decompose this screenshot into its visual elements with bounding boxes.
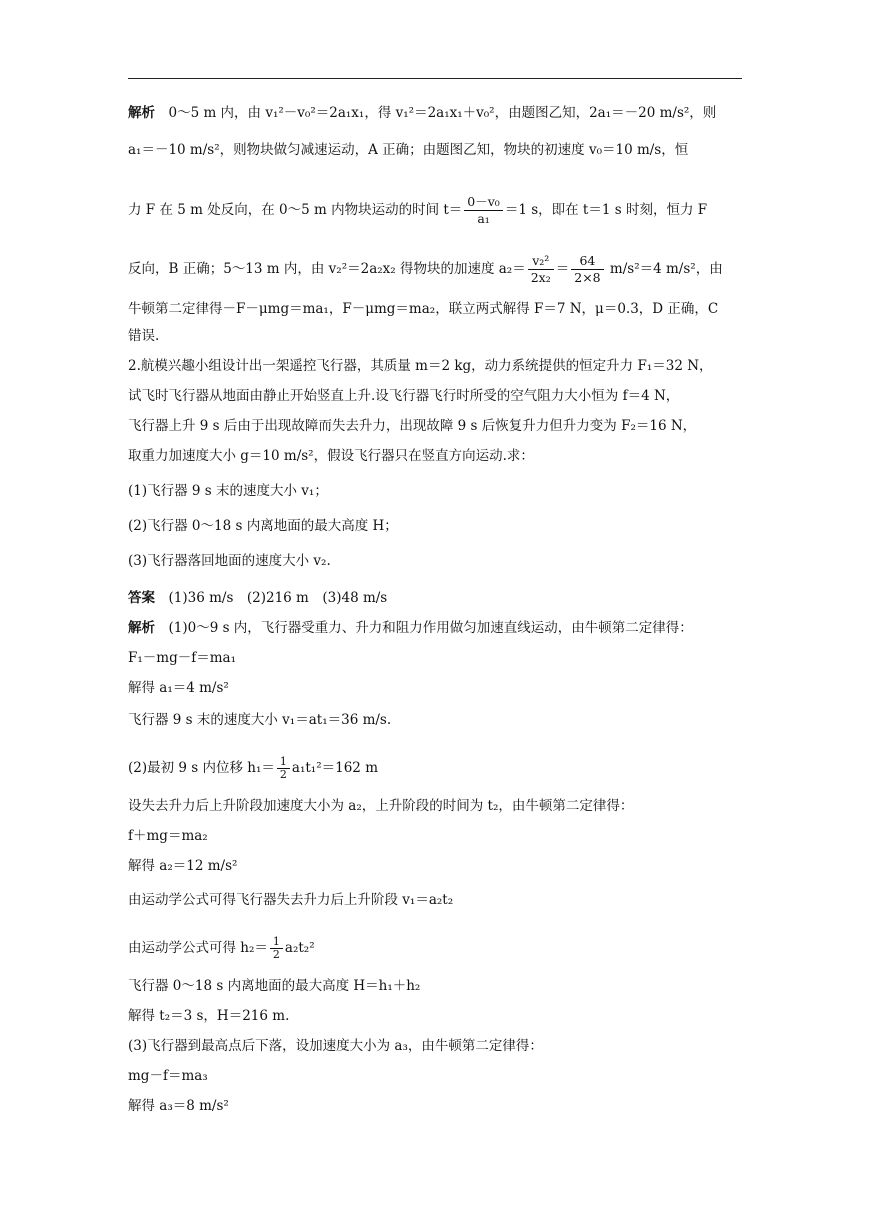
line-text: 设失去升力后上升阶段加速度大小为 a₂，上升阶段的时间为 t₂，由牛顿第二定律得： bbox=[128, 798, 634, 814]
section-label: 解析 bbox=[128, 620, 155, 636]
fraction-numerator: v₂² bbox=[528, 253, 554, 270]
text-line bbox=[128, 827, 748, 845]
text-line bbox=[128, 1037, 748, 1055]
line-text: ＝ bbox=[555, 261, 570, 277]
text-line bbox=[128, 711, 748, 729]
fraction-denominator: 2 bbox=[272, 948, 280, 961]
line-text: (3)飞行器到最高点后下落，设加速度大小为 a₃，由牛顿第二定律得： bbox=[128, 1038, 543, 1054]
line-text: f＋mg＝ma₂ bbox=[128, 828, 208, 844]
fraction bbox=[464, 194, 503, 227]
text-line bbox=[128, 327, 748, 345]
line-text: (1)36 m/s (2)216 m (3)48 m/s bbox=[168, 590, 388, 606]
text-line bbox=[128, 417, 748, 435]
text-line bbox=[128, 141, 748, 159]
text-line bbox=[128, 756, 748, 781]
line-text: 反向，B 正确；5～13 m 内，由 v₂²＝2a₂x₂ 得物块的加速度 a₂＝ bbox=[128, 261, 526, 277]
text-line bbox=[128, 589, 748, 607]
line-text: 解得 a₁＝4 m/s² bbox=[128, 680, 229, 696]
line-text: (1)0～9 s 内，飞行器受重力、升力和阻力作用做匀加速直线运动，由牛顿第二定律得： bbox=[168, 620, 693, 636]
fraction-numerator: 0－v₀ bbox=[464, 194, 503, 211]
text-line bbox=[128, 649, 748, 667]
header-rule bbox=[128, 78, 742, 79]
text-line bbox=[128, 977, 748, 995]
text-line bbox=[128, 936, 748, 961]
fraction-denominator: a₁ bbox=[477, 211, 490, 226]
line-text: 飞行器 9 s 末的速度大小 v₁＝at₁＝36 m/s. bbox=[128, 712, 392, 728]
section-label: 答案 bbox=[128, 590, 155, 606]
line-text: F₁－mg－f＝ma₁ bbox=[128, 650, 236, 666]
fraction-numerator: 1 bbox=[277, 756, 290, 769]
text-line bbox=[128, 797, 748, 815]
fraction-numerator: 64 bbox=[571, 253, 603, 270]
line-text: 牛顿第二定律得－F－μmg＝ma₁，F－μmg＝ma₂，联立两式解得 F＝7 N，μ＝0.3，D 正确，C bbox=[128, 301, 719, 317]
text-line bbox=[128, 1097, 748, 1115]
line-text: ＝1 s，即在 t＝1 s 时刻，恒力 F bbox=[504, 202, 708, 218]
line-text: a₁t₁²＝162 m bbox=[291, 760, 378, 776]
text-line bbox=[128, 482, 748, 500]
line-text: 2.航模兴趣小组设计出一架遥控飞行器，其质量 m＝2 kg，动力系统提供的恒定升力 F₁＝32 N， bbox=[128, 358, 713, 374]
line-text: 解得 t₂＝3 s，H＝216 m. bbox=[128, 1008, 290, 1024]
text-line bbox=[128, 517, 748, 535]
fraction-numerator: 1 bbox=[270, 936, 283, 949]
line-text: 0～5 m 内，由 v₁²－v₀²＝2a₁x₁，得 v₁²＝2a₁x₁＋v₀²，由题图乙知，2a₁＝－20 m/s²，则 bbox=[168, 105, 717, 121]
fraction-denominator: 2×8 bbox=[574, 270, 601, 285]
line-text: m/s²＝4 m/s²，由 bbox=[605, 261, 723, 277]
fraction-denominator: 2 bbox=[279, 768, 287, 781]
line-text: a₂t₂² bbox=[284, 940, 315, 956]
line-text: mg－f＝ma₃ bbox=[128, 1068, 208, 1084]
text-line bbox=[128, 857, 748, 875]
line-text: 解得 a₂＝12 m/s² bbox=[128, 858, 238, 874]
fraction bbox=[528, 253, 554, 286]
line-text: 错误. bbox=[128, 328, 160, 344]
text-line bbox=[128, 891, 748, 909]
line-text: 飞行器上升 9 s 后由于出现故障而失去升力，出现故障 9 s 后恢复升力但升力变为 F₂＝16 N， bbox=[128, 418, 697, 434]
text-line bbox=[128, 1007, 748, 1025]
fraction bbox=[277, 756, 290, 781]
line-text: 解得 a₃＝8 m/s² bbox=[128, 1098, 229, 1114]
line-text: 由运动学公式可得飞行器失去升力后上升阶段 v₁＝a₂t₂ bbox=[128, 892, 454, 908]
text-line bbox=[128, 552, 748, 570]
line-text: (3)飞行器落回地面的速度大小 v₂. bbox=[128, 553, 331, 569]
text-line bbox=[128, 194, 748, 227]
text-line bbox=[128, 253, 748, 286]
line-text: (1)飞行器 9 s 末的速度大小 v₁； bbox=[128, 483, 328, 499]
text-line bbox=[128, 387, 748, 405]
text-line bbox=[128, 447, 748, 465]
line-text: 取重力加速度大小 g＝10 m/s²，假设飞行器只在竖直方向运动.求： bbox=[128, 448, 534, 464]
section-label: 解析 bbox=[128, 105, 155, 121]
line-text: 飞行器 0～18 s 内离地面的最大高度 H＝h₁＋h₂ bbox=[128, 978, 421, 994]
text-line bbox=[128, 1067, 748, 1085]
text-line bbox=[128, 300, 748, 318]
fraction bbox=[270, 936, 283, 961]
line-text: 由运动学公式可得 h₂＝ bbox=[128, 940, 268, 956]
text-line bbox=[128, 104, 748, 122]
fraction bbox=[571, 253, 603, 286]
text-line bbox=[128, 619, 748, 637]
line-text: 试飞时飞行器从地面由静止开始竖直上升.设飞行器飞行时所受的空气阻力大小恒为 f＝4 N， bbox=[128, 388, 680, 404]
fraction-denominator: 2x₂ bbox=[530, 270, 551, 285]
text-line bbox=[128, 679, 748, 697]
line-text: (2)最初 9 s 内位移 h₁＝ bbox=[128, 760, 275, 776]
line-text: 力 F 在 5 m 处反向，在 0～5 m 内物块运动的时间 t＝ bbox=[128, 202, 463, 218]
line-text: (2)飞行器 0～18 s 内离地面的最大高度 H； bbox=[128, 518, 398, 534]
line-text: a₁＝－10 m/s²，则物块做匀减速运动，A 正确；由题图乙知，物块的初速度 v₀＝10 m/s，恒 bbox=[128, 142, 689, 158]
text-line bbox=[128, 357, 748, 375]
